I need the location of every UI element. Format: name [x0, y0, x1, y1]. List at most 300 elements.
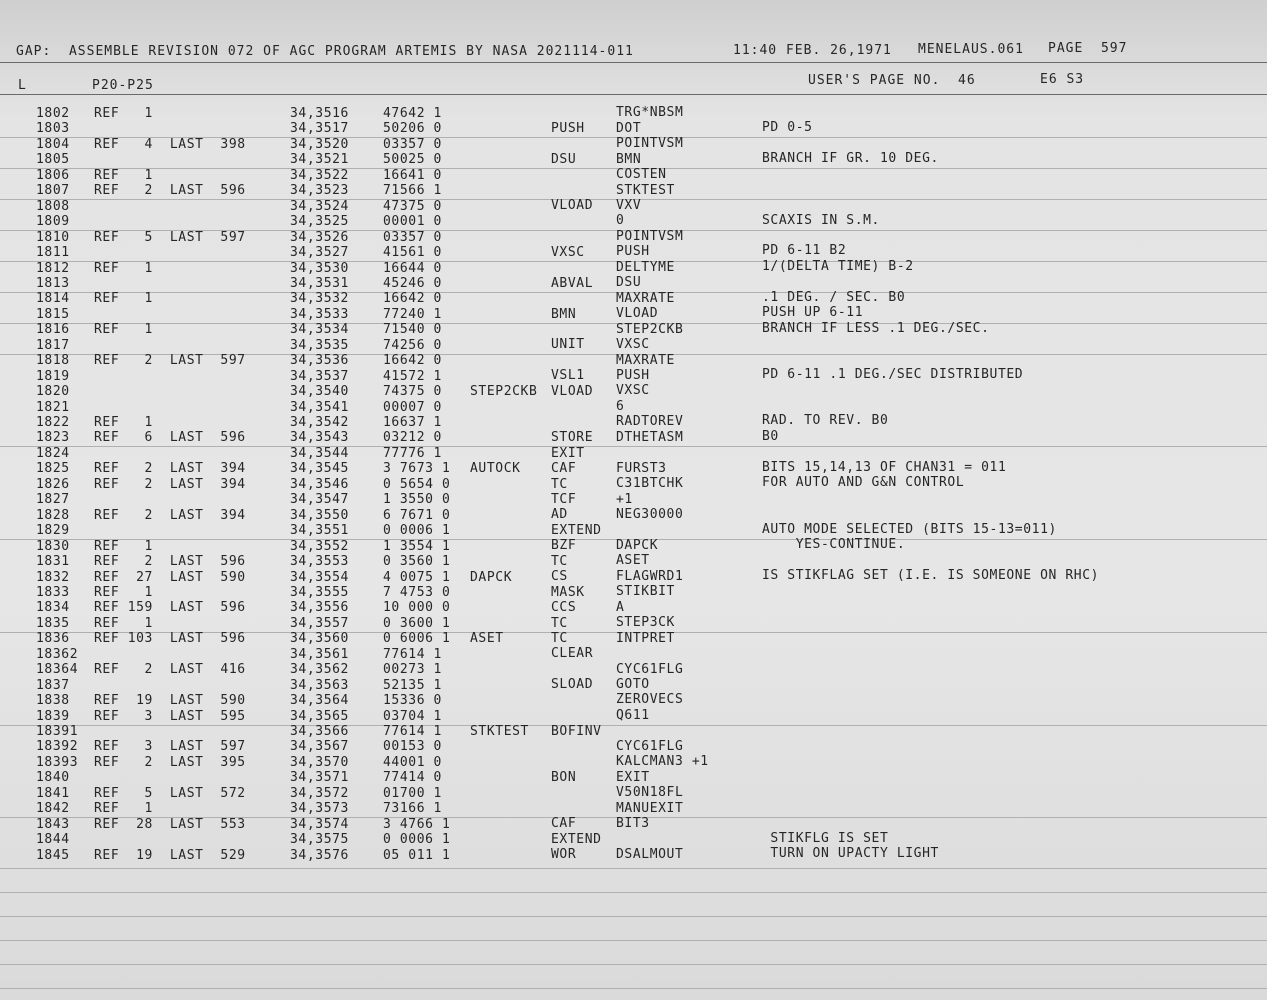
listing-row: [0, 648, 1267, 663]
opcode: CAF: [551, 816, 577, 832]
line-number: 1840: [36, 770, 70, 786]
operand: BMN: [616, 151, 642, 167]
comment: FOR AUTO AND G&N CONTROL: [762, 475, 965, 491]
line-number: 1814: [36, 291, 70, 307]
operand: CYC61FLG: [616, 661, 684, 677]
octal-word: 05 011 1: [383, 847, 451, 863]
line-number: 1818: [36, 353, 70, 369]
listing-datetime: 11:40 FEB. 26,1971: [733, 43, 892, 58]
octal-word: 0 5654 0: [383, 476, 451, 492]
octal-word: 15336 0: [383, 693, 442, 709]
listing-row: [0, 447, 1267, 462]
ref-info: REF 1: [94, 538, 153, 554]
listing-row: [0, 367, 1267, 385]
octal-word: 77240 1: [383, 306, 442, 322]
line-number: 1807: [36, 183, 70, 199]
address: 34,3534: [290, 322, 349, 338]
subheader-left: L: [18, 78, 27, 93]
line-number: 18393: [36, 754, 79, 770]
line-number: 1827: [36, 492, 70, 508]
ref-info: REF 27 LAST 590: [94, 569, 246, 585]
octal-word: 74256 0: [383, 337, 442, 353]
octal-word: 71540 0: [383, 322, 442, 338]
line-number: 1838: [36, 693, 70, 709]
octal-word: 77414 0: [383, 770, 442, 786]
address: 34,3525: [290, 214, 349, 230]
comment: PD 0-5: [762, 119, 813, 135]
line-number: 1842: [36, 801, 70, 817]
comment: STIKFLG IS SET: [762, 830, 889, 846]
address: 34,3530: [290, 260, 349, 276]
opcode: VXSC: [551, 244, 585, 260]
listing-row: [0, 725, 1267, 740]
listing-row: [0, 107, 1267, 122]
ref-info: REF 159 LAST 596: [94, 600, 246, 616]
address: 34,3527: [290, 245, 349, 261]
address: 34,3555: [290, 584, 349, 600]
ref-info: REF 2 LAST 394: [94, 507, 246, 523]
address: 34,3556: [290, 600, 349, 616]
operand: PUSH: [616, 244, 650, 260]
opcode: TC: [551, 615, 568, 631]
operand: VXSC: [616, 383, 650, 399]
octal-word: 03357 0: [383, 136, 442, 152]
ref-info: REF 2 LAST 596: [94, 183, 246, 199]
operand: 0: [616, 213, 625, 229]
opcode: ABVAL: [551, 275, 594, 291]
line-number: 1833: [36, 584, 70, 600]
opcode: BON: [551, 770, 577, 786]
ref-info: REF 4 LAST 398: [94, 136, 246, 152]
opcode: EXTEND: [551, 831, 602, 847]
operand: GOTO: [616, 676, 650, 692]
opcode: CCS: [551, 600, 577, 616]
line-number: 18364: [36, 662, 79, 678]
line-number: 1803: [36, 121, 70, 137]
listing-row: [0, 184, 1267, 199]
ref-info: REF 1: [94, 291, 153, 307]
line-number: 1834: [36, 600, 70, 616]
listing-row: [0, 787, 1267, 802]
comment: 1/(DELTA TIME) B-2: [762, 258, 914, 274]
address: 34,3564: [290, 693, 349, 709]
address: 34,3553: [290, 554, 349, 570]
operand: A: [616, 599, 625, 615]
address: 34,3571: [290, 770, 349, 786]
line-number: 1824: [36, 445, 70, 461]
line-number: 1836: [36, 631, 70, 647]
operand: STEP3CK: [616, 615, 675, 631]
comment: IS STIKFLAG SET (I.E. IS SOMEONE ON RHC): [762, 567, 1100, 583]
address: 34,3526: [290, 229, 349, 245]
address: 34,3535: [290, 337, 349, 353]
comment: SCAXIS IN S.M.: [762, 212, 880, 228]
listing-row: [0, 707, 1267, 725]
line-number: 1806: [36, 167, 70, 183]
comment: BITS 15,14,13 OF CHAN31 = 011: [762, 459, 1007, 475]
octal-word: 00001 0: [383, 214, 442, 230]
address: 34,3532: [290, 291, 349, 307]
opcode: EXTEND: [551, 522, 602, 538]
ref-info: REF 6 LAST 596: [94, 430, 246, 446]
octal-word: 41572 1: [383, 368, 442, 384]
listing-row: [0, 385, 1267, 400]
ref-info: REF 5 LAST 572: [94, 785, 246, 801]
opcode: WOR: [551, 847, 577, 863]
address: 34,3573: [290, 801, 349, 817]
ref-info: REF 1: [94, 415, 153, 430]
ref-info: REF 3 LAST 597: [94, 739, 246, 755]
octal-word: 0 3560 1: [383, 554, 451, 570]
address: 34,3533: [290, 306, 349, 322]
octal-word: 3 7673 1: [383, 461, 451, 477]
listing-page: PAGE 597: [1048, 41, 1128, 56]
octal-word: 45246 0: [383, 275, 442, 291]
line-number: 1829: [36, 523, 70, 539]
listing-row: [0, 339, 1267, 354]
address: 34,3562: [290, 662, 349, 678]
line-number: 18392: [36, 739, 79, 755]
ref-info: REF 19 LAST 529: [94, 847, 246, 863]
operand: STIKBIT: [616, 584, 675, 600]
line-number: 1811: [36, 245, 70, 261]
comment: AUTO MODE SELECTED (BITS 15-13=011): [762, 521, 1057, 537]
listing-row: [0, 663, 1267, 678]
comment: PD 6-11 .1 DEG./SEC DISTRIBUTED: [762, 367, 1024, 383]
operand: STKTEST: [616, 182, 675, 198]
address: 34,3524: [290, 198, 349, 214]
octal-word: 74375 0: [383, 384, 442, 400]
line-number: 1841: [36, 785, 70, 801]
opcode: VSL1: [551, 368, 585, 384]
operand: DAPCK: [616, 537, 659, 553]
comment: B0: [762, 428, 779, 444]
label: STKTEST: [470, 724, 529, 739]
address: 34,3547: [290, 492, 349, 508]
operand: ZEROVECS: [616, 692, 684, 708]
address: 34,3521: [290, 152, 349, 168]
ref-info: REF 19 LAST 590: [94, 693, 246, 709]
operand: VLOAD: [616, 306, 659, 322]
octal-word: 52135 1: [383, 677, 442, 693]
opcode: CS: [551, 569, 568, 585]
operand: COSTEN: [616, 167, 667, 183]
octal-word: 00007 0: [383, 399, 442, 415]
opcode: STORE: [551, 430, 594, 446]
listing-row: [0, 676, 1267, 694]
subheader-section: P20-P25: [92, 78, 154, 93]
line-number: 1816: [36, 322, 70, 338]
comment: BRANCH IF GR. 10 DEG.: [762, 150, 939, 166]
subheader-user-page: USER'S PAGE NO. 46: [808, 73, 976, 88]
operand: KALCMAN3 +1: [616, 754, 709, 770]
operand: FURST3: [616, 460, 667, 476]
opcode: CAF: [551, 461, 577, 477]
address: 34,3522: [290, 167, 349, 183]
ref-info: REF 5 LAST 597: [94, 229, 246, 245]
listing-row: [0, 537, 1267, 555]
opcode: TC: [551, 553, 568, 569]
listing-row: [0, 320, 1267, 338]
line-number: 18391: [36, 724, 79, 739]
octal-word: 3 4766 1: [383, 816, 451, 832]
ref-info: REF 1: [94, 106, 153, 121]
operand: DSU: [616, 275, 642, 291]
opcode: MASK: [551, 584, 585, 600]
listing-row: [0, 802, 1267, 817]
octal-word: 41561 0: [383, 245, 442, 261]
ref-info: REF 2 LAST 394: [94, 476, 246, 492]
listing-row: [0, 740, 1267, 755]
line-number: 1823: [36, 430, 70, 446]
subheader-code: E6 S3: [1040, 72, 1085, 87]
octal-word: 00153 0: [383, 739, 442, 755]
address: 34,3570: [290, 754, 349, 770]
line-number: 1844: [36, 832, 70, 848]
ref-info: REF 2 LAST 394: [94, 461, 246, 477]
listing-row: [0, 493, 1267, 508]
line-number: 18362: [36, 646, 79, 662]
comment: BRANCH IF LESS .1 DEG./SEC.: [762, 320, 990, 336]
address: 34,3545: [290, 461, 349, 477]
octal-word: 16637 1: [383, 415, 442, 430]
listing-row: [0, 475, 1267, 493]
line-number: 1809: [36, 214, 70, 230]
label: AUTOCK: [470, 461, 521, 477]
address: 34,3554: [290, 569, 349, 585]
listing-row: [0, 818, 1267, 833]
octal-word: 77776 1: [383, 445, 442, 461]
address: 34,3520: [290, 136, 349, 152]
line-number: 1835: [36, 615, 70, 631]
address: 34,3575: [290, 832, 349, 848]
octal-word: 16642 0: [383, 291, 442, 307]
listing-row: [0, 567, 1267, 586]
octal-word: 03357 0: [383, 229, 442, 245]
octal-word: 1 3554 1: [383, 538, 451, 554]
listing-row: [0, 119, 1267, 137]
line-number: 1821: [36, 399, 70, 415]
address: 34,3576: [290, 847, 349, 863]
listing-row: [0, 228, 1267, 246]
operand: Q611: [616, 707, 650, 723]
listing-row: [0, 212, 1267, 230]
octal-word: 03704 1: [383, 708, 442, 724]
listing-row: [0, 398, 1267, 416]
octal-word: 47642 1: [383, 106, 442, 121]
operand: MAXRATE: [616, 352, 675, 368]
operand: V50N18FL: [616, 785, 684, 801]
opcode: BZF: [551, 538, 577, 554]
operand: RADTOREV: [616, 414, 684, 430]
listing-row: [0, 509, 1267, 524]
line-number: 1843: [36, 816, 70, 832]
comment: TURN ON UPACTY LIGHT: [762, 846, 939, 862]
address: 34,3560: [290, 631, 349, 647]
address: 34,3572: [290, 785, 349, 801]
ref-info: REF 3 LAST 595: [94, 708, 246, 724]
octal-word: 73166 1: [383, 801, 442, 817]
ref-info: REF 2 LAST 596: [94, 554, 246, 570]
line-number: 1804: [36, 136, 70, 152]
comment: PD 6-11 B2: [762, 243, 847, 259]
ref-info: REF 1: [94, 615, 153, 631]
comment: .1 DEG. / SEC. B0: [762, 289, 906, 305]
opcode: PUSH: [551, 121, 585, 137]
opcode: CLEAR: [551, 646, 594, 662]
address: 34,3551: [290, 523, 349, 539]
comment: RAD. TO REV. B0: [762, 413, 889, 429]
listing-row: [0, 601, 1267, 616]
operand: MAXRATE: [616, 290, 675, 306]
listing-row: [0, 138, 1267, 153]
operand: POINTVSM: [616, 136, 684, 152]
octal-word: 16641 0: [383, 167, 442, 183]
opcode: AD: [551, 507, 568, 523]
line-number: 1815: [36, 306, 70, 322]
address: 34,3541: [290, 399, 349, 415]
line-number: 1813: [36, 275, 70, 291]
line-number: 1839: [36, 708, 70, 724]
octal-word: 16642 0: [383, 353, 442, 369]
address: 34,3523: [290, 183, 349, 199]
octal-word: 77614 1: [383, 646, 442, 662]
operand: FLAGWRD1: [616, 568, 684, 584]
operand: PUSH: [616, 367, 650, 383]
address: 34,3550: [290, 507, 349, 523]
address: 34,3546: [290, 476, 349, 492]
label: ASET: [470, 631, 504, 647]
listing-row: [0, 289, 1267, 307]
octal-word: 0 0006 1: [383, 832, 451, 848]
operand: POINTVSM: [616, 228, 684, 244]
octal-word: 4 0075 1: [383, 569, 451, 585]
label: DAPCK: [470, 569, 513, 585]
comment: YES-CONTINUE.: [762, 537, 906, 553]
address: 34,3566: [290, 724, 349, 739]
line-number: 1810: [36, 229, 70, 245]
octal-word: 7 4753 0: [383, 584, 451, 600]
listing-row: [0, 428, 1267, 446]
octal-word: 00273 1: [383, 662, 442, 678]
address: 34,3536: [290, 353, 349, 369]
listing-row: [0, 632, 1267, 647]
operand: DSALMOUT: [616, 846, 684, 862]
opcode: TC: [551, 631, 568, 646]
line-number: 1819: [36, 368, 70, 384]
operand: DELTYME: [616, 259, 675, 275]
listing-row: [0, 258, 1267, 277]
operand: +1: [616, 491, 633, 507]
octal-word: 03212 0: [383, 430, 442, 446]
line-number: 1802: [36, 106, 70, 121]
address: 34,3531: [290, 275, 349, 291]
line-number: 1825: [36, 461, 70, 477]
opcode: BMN: [551, 306, 577, 322]
listing-title: GAP: ASSEMBLE REVISION 072 OF AGC PROGRAM ARTEMIS BY NASA 2021114-011: [16, 44, 634, 59]
listing-row: [0, 200, 1267, 215]
line-number: 1831: [36, 554, 70, 570]
address: 34,3537: [290, 368, 349, 384]
comment: PUSH UP 6-11: [762, 305, 864, 321]
ref-info: REF 2 LAST 597: [94, 353, 246, 369]
address: 34,3574: [290, 816, 349, 832]
listing-row: [0, 413, 1267, 431]
opcode: SLOAD: [551, 677, 594, 693]
operand: NEG30000: [616, 507, 684, 522]
listing-row: [0, 354, 1267, 369]
listing-row: [0, 846, 1267, 864]
listing-row: [0, 830, 1267, 848]
octal-word: 16644 0: [383, 260, 442, 276]
operand: C31BTCHK: [616, 476, 684, 492]
ref-info: REF 2 LAST 416: [94, 662, 246, 678]
line-number: 1805: [36, 152, 70, 168]
operand: VXV: [616, 198, 642, 213]
ref-info: REF 1: [94, 584, 153, 600]
opcode: VLOAD: [551, 383, 594, 399]
listing-row: [0, 756, 1267, 771]
octal-word: 47375 0: [383, 198, 442, 214]
ref-info: REF 1: [94, 260, 153, 276]
address: 34,3543: [290, 430, 349, 446]
octal-word: 10 000 0: [383, 600, 451, 616]
octal-word: 77614 1: [383, 724, 442, 739]
operand: INTPRET: [616, 630, 675, 646]
operand: EXIT: [616, 769, 650, 785]
octal-word: 44001 0: [383, 754, 442, 770]
address: 34,3540: [290, 384, 349, 400]
listing-row: [0, 586, 1267, 601]
label: STEP2CKB: [470, 384, 538, 400]
operand: MANUEXIT: [616, 800, 684, 816]
address: 34,3544: [290, 445, 349, 461]
address: 34,3557: [290, 615, 349, 631]
opcode: UNIT: [551, 337, 585, 353]
address: 34,3517: [290, 121, 349, 137]
address: 34,3565: [290, 708, 349, 724]
operand: BIT3: [616, 816, 650, 831]
listing-row: [0, 243, 1267, 261]
listing-row: [0, 459, 1267, 477]
listing-row: [0, 277, 1267, 292]
opcode: DSU: [551, 152, 577, 168]
ref-info: REF 1: [94, 322, 153, 338]
listing-row: [0, 617, 1267, 632]
ref-info: REF 1: [94, 167, 153, 183]
line-number: 1812: [36, 260, 70, 276]
listing-station: MENELAUS.061: [918, 42, 1024, 57]
operand: ASET: [616, 553, 650, 569]
ref-info: REF 103 LAST 596: [94, 631, 246, 647]
opcode: VLOAD: [551, 198, 594, 214]
line-number: 1828: [36, 507, 70, 523]
octal-word: 0 3600 1: [383, 615, 451, 631]
octal-word: 50025 0: [383, 152, 442, 168]
address: 34,3563: [290, 677, 349, 693]
operand: TRG*NBSM: [616, 105, 684, 121]
operand: DOT: [616, 120, 642, 136]
line-number: 1845: [36, 847, 70, 863]
address: 34,3542: [290, 415, 349, 430]
address: 34,3567: [290, 739, 349, 755]
line-number: 1822: [36, 415, 70, 430]
ref-info: REF 1: [94, 801, 153, 817]
ref-info: REF 2 LAST 395: [94, 754, 246, 770]
octal-word: 0 0006 1: [383, 523, 451, 539]
opcode: TC: [551, 476, 568, 492]
opcode: BOFINV: [551, 723, 602, 739]
